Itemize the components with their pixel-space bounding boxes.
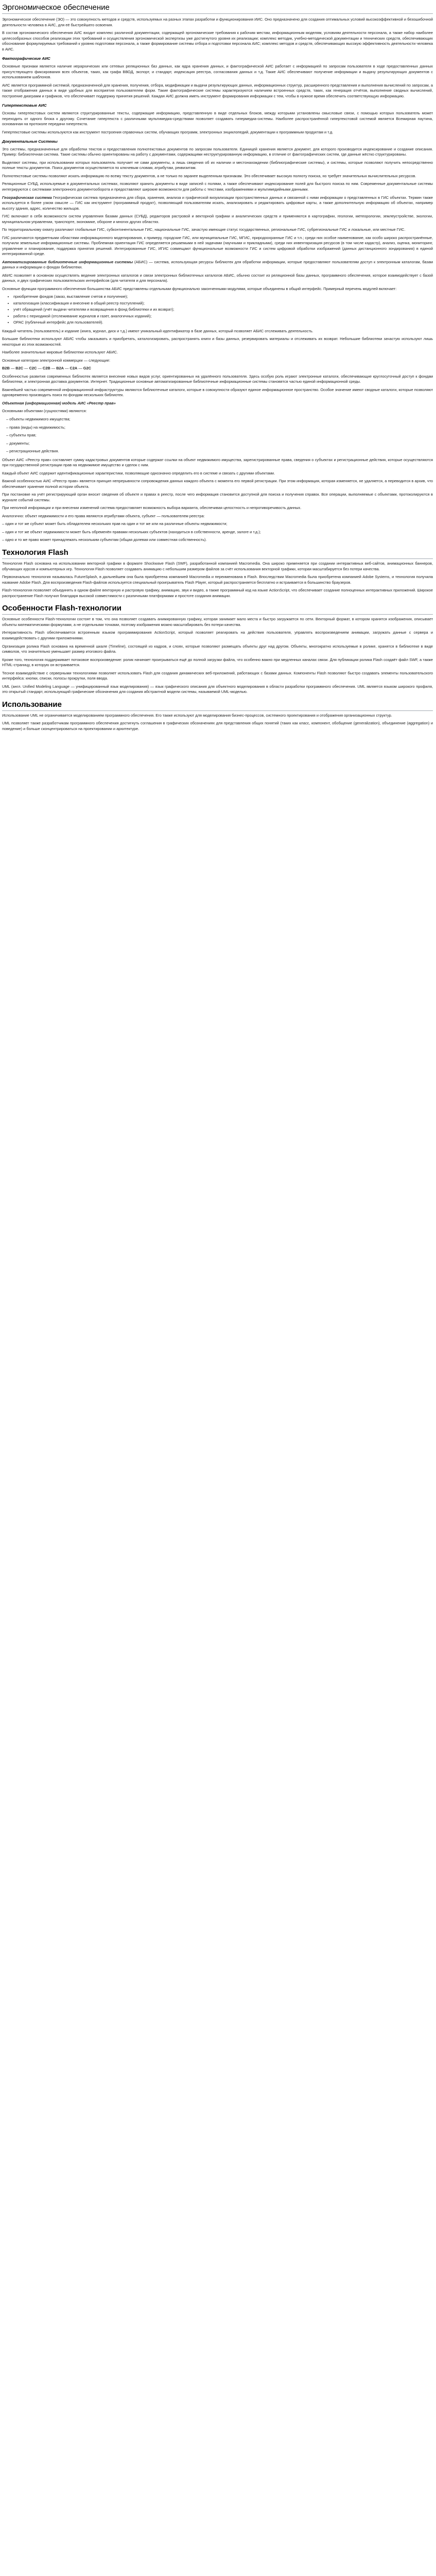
list-item: – документы; (6, 440, 30, 446)
paragraph: Тесное взаимодействие с серверными технологиями позволяет использовать Flash для создания динамических веб-приложений, работающих с базами данных. Компоненты Flash позволяют быстро создавать элементы пользовательского интерфейса: кнопки, списки, полосы прокрутки, поля ввода. (2, 670, 433, 681)
lead-text: Географическая система предназначена для сбора, хранения, анализа и графической визуализации пространственных данных и связанной с ними информации о представленных в ГИС объектах. Термин также используется в более узком смысле — ГИС как инструмент (программный продукт), позволяющий пользователям искать, анализировать и редактировать цифровые карты, а также дополнительную информацию об объектах, например высоту здания, адрес, количество жильцов. (2, 195, 433, 211)
paragraph: Реляционные СУБД, используемые в документальных системах, позволяют хранить документы в виде записей с полями, а также обеспечивают индексирование полей для быстрого поиска по ним. Современные документальные системы интегрируются с системами электронного документооборота и предоставляют широкие возможности для работы с текстами, изображениями и мультимедийными данными. (2, 181, 433, 192)
intro-section (2, 17, 433, 52)
paragraph: Основные категории электронной коммерции — следующие: (2, 358, 111, 363)
paragraph: Основные признаки является наличие иерархических или сетевых реляционных баз данных, как ядра хранения данных, и фактографической АИС работает с информацией по запросам пользователя в ходе предоставленных данных присутствующего фиксирования всех объектов, таких, как графа ВВОД, экспорт, и стандарт, индексация реестра, согласования данных и т.д. Такие АИС обеспечивают получение информации и выдачу результирующих документов с использованием шаблонов. (2, 64, 433, 80)
paragraph: Интерактивность Flash обеспечивается встроенным языком программирования ActionScript, который позволяет реагировать на действия пользователя, управлять воспроизведением анимации, загружать данные с сервера и взаимодействовать с другими приложениями. (2, 630, 433, 640)
paragraph: Каждый читатель (пользователь) и издание (книга, журнал, диск и т.д.) имеют уникальный идентификатор в базе данных, который позволяет АБИС отслеживать деятельность. (2, 328, 313, 333)
paragraph: АИС является программной системой, предназначенной для хранения, получения, отбора, модификации и выдачи результирующих данных, информационных структур, расширенного представления и выполнения вычислений по запросам, а также отображения данных в виде удобных для восприятия пользователем форм. Такие фактографические системы характеризуются наличием встроенных средств, таких, как генерация отчётов, выполнение сводных вычислений, построение диаграмм и графиков, что обеспечивает поддержку принятия решений. Каждая АИС должна иметь инструмент формирования информации с тем, чтобы в нужное время обеспечить соответствующую информацию. (2, 82, 433, 98)
paragraph: Flash-технология позволяет объединять в одном файле векторную и растровую графику, анимацию, звук и видео, а также программный код на языке ActionScript, что обеспечивает создание полноценных интерактивных приложений. Широкое распространение Flash получил благодаря высокой совместимости с различными платформами и простоте создания анимации. (2, 588, 433, 598)
list-item: • учёт обращений (учёт выдачи читателям и возвращения в фонд библиотеки и их возврат); (13, 307, 433, 313)
paragraph (2, 260, 433, 270)
list-item: – права (виды) на недвижимость; (6, 425, 65, 430)
lead-term: Автоматизированные библиотечные информационные системы (2, 259, 133, 264)
paragraph: Организация ролика Flash основана на временной шкале (Timeline), состоящей из кадров, и слоях, которые позволяют размещать объекты друг над другом. Объекты, многократно используемые в ролике, хранятся в библиотеке в виде символов, что значительно уменьшает размер итогового файла. (2, 643, 433, 654)
section-rights-registry (2, 401, 433, 543)
paragraph: UML (англ. Unified Modeling Language — унифицированный язык моделирования) — язык графического описания для объектного моделирования в области разработки программного обеспечения. UML является языком широкого профиля, это открытый стандарт, использующий графические обозначения для создания абстрактной модели системы, называемой UML-моделью. (2, 684, 433, 694)
list-item: – объекты недвижимого имущества; (6, 417, 71, 421)
paragraph: – один и тот же субъект может быть обладателем нескольких прав на один и тот же или на различные объекты недвижимости; (2, 521, 228, 527)
list-item: • приобретение фондов (заказ, выставление счетов и получение); (13, 294, 433, 300)
paragraph: Кроме того, технология поддерживает потоковое воспроизведение: ролик начинает проигрываться ещё до полной загрузки файла, что особенно важно при медленных каналах связи. Для публикации ролика Flash создаёт файл SWF, а также HTML-страницу, в которую он встраивается. (2, 657, 433, 668)
section-heading: Документальные Системы (2, 139, 58, 144)
paragraph: По территориальному охвату различают глобальные ГИС, субконтинентальные ГИС, национальные ГИС, зачастую имеющие статус государственных, региональные ГИС, субрегиональные ГИС и локальные, или местные ГИС. (2, 227, 406, 232)
paragraph: ГИС различаются предметными областями информационного моделирования, к примеру, городские ГИС, или муниципальные ГИС, МГИС, природоохранные ГИС и т.п.; среди них особое наименование, как особо широко распространённые, получили земельные информационные системы. Проблемная ориентация ГИС определяется решаемыми в ней задачами (научными и прикладными), среди них инвентаризация ресурсов (в том числе кадастр), анализ, оценка, мониторинг, управление и планирование, поддержка принятия решений. Интегрированные ГИС, ИГИС совмещают функциональные возможности ГИС и систем цифровой обработки изображений (данных дистанционного зондирования) в единой интегрированной среде. (2, 235, 433, 257)
section-heading: Фактографические АИС (2, 56, 50, 61)
paragraph: Гипертекстовые системы используются как инструмент построения справочных систем, обучающих программ, электронных энциклопедий, документации к программным продуктам и т.д. (2, 129, 334, 134)
list-item: – субъекты прав; (6, 433, 37, 438)
document (0, 0, 436, 739)
section-geographic (2, 195, 433, 257)
paragraph: Важной особенностью АИС «Реестр прав» является принцип непрерывности сопровождения данных каждого объекта с момента его первой регистрации. При этом информация, которая изменяется, не удаляется, а переводится в архив, что обеспечивает хранение полной истории объекта. (2, 479, 433, 489)
section-documental (2, 139, 433, 192)
lead-term: Объектная (информационная) модель АИС «Реестр прав» (2, 400, 116, 405)
section-flash (2, 561, 433, 599)
paragraph: Основные функции программного обеспечения большинства АБИС представлены отдельными функционально законченными модулями, которые объединены в общий интерфейс. Примерный перечень модулей включает: (2, 286, 397, 291)
paragraph: Каждый объект АИС содержит идентификационные характеристики, позволяющие однозначно определить его в системе и связать с другими объектами. (2, 470, 275, 476)
list-item: – регистрационные действия. (6, 449, 59, 454)
paragraph: Это системы, предназначенные для обработки текстов и предоставления полнотекстовых документов по запросам пользователя. Единицей хранения является документ, для которого производится индексирование и создание описания. Пример: библиотечная система. Такие системы обычно ориентированы на работу с документами, содержащими неструктурированную информацию, в отличие от фактографических систем, где данные жёстко структурированы. (2, 146, 433, 157)
paragraph: Основы гипертекстовых систем являются структурированные тексты, содержащие информацию, представленную в виде отдельных блоков, между которыми установлены смысловые связи, с помощью которых пользователь может переходить от одного блока к другому. Сочетание гипертекста с различными мультимедиа-средствами позволяет создавать гипермедиа-системы. Наиболее распространённой гипертекстовой системой является Всемирная паутина, основанная на протоколе передачи гипертекста. (2, 111, 433, 127)
list-item: • работа с периодикой (отслеживание журналов и газет, аналогичных изданий); (13, 314, 433, 319)
paragraph: UML позволяет также разработчикам программного обеспечения достигнуть соглашения в графических обозначениях для представления общих понятий (таких как класс, компонент, обобщение (generalization), объединение (aggregation) и поведение) и больше сконцентрироваться на проектировании и архитектуре. (2, 721, 433, 731)
intro-paragraph: Эргономическое обеспечение (ЭО) — это совокупность методов и средств, используемых на разных этапах разработки и функционирования ИИС. Оно предназначено для создания оптимальных условий высокоэффективной и безошибочной деятельности человека в АИС, для её быстрейшего освоения. (2, 17, 433, 27)
paragraph: При постановке на учёт регистрирующий орган вносит сведения об объекте и правах в реестр, после чего информация становится доступной для поиска и получения справок. Все операции, выполняемые с объектами, протоколируются в журнале событий системы. (2, 492, 433, 502)
paragraph: Аналогично: объект недвижимости и его права являются атрибутами объекта, субъект — пользователем реестра: (2, 513, 205, 518)
paragraph: Основные особенности Flash-технологии состоят в том, что она позволяет создавать анимированную графику, которая занимает мало места и быстро загружается по сети. Векторный формат, в котором хранятся изображения, описывает объекты математическими формулами, а не отдельными точками, поэтому изображения можно масштабировать без потери качества. (2, 617, 433, 627)
section-features (2, 617, 433, 694)
section-library-systems (2, 260, 433, 398)
section-heading-usage: Использование (2, 699, 433, 711)
paragraph: Выделяют системы, при использовании которых пользователь получает не сами документы, а лишь сведения об их наличии и местонахождении (библиографические системы), и системы, которые позволяют получить непосредственно полные тексты документов. Поиск документов осуществляется по ключевым словам, атрибутам, реквизитам. (2, 160, 433, 171)
section-heading: Гипертекстовые АИС (2, 103, 47, 108)
modules-list (2, 294, 433, 326)
paragraph: Основными объектами (сущностями) являются: (2, 409, 87, 414)
entities-list (2, 417, 433, 454)
paragraph: Важнейшей частью современной информационной инфраструктуры являются библиотечные каталоги, которые в совокупности образуют единое информационное пространство. Особое значение имеют сводные каталоги, которые позволяют одновременно производить поиск по фондам нескольких библиотек. (2, 387, 433, 398)
lead-text: (АБИС) — система, использующая ресурсы библиотек для обработки информации, которые предоставляют пользователям доступ к электронным каталогам, базам данных и информации о фондах библиотеки. (2, 259, 433, 270)
section-hypertext (2, 103, 433, 135)
list-item: • OPAC (публичный интерфейс для пользователей). (13, 320, 433, 326)
paragraph: – одно и то же право может принадлежать нескольким субъектам (общая долевая или совместная собственность). (2, 537, 207, 543)
paragraph: При неполной информации и при внесении изменений система предоставляет возможность выбора варианта, обеспечивая целостность и непротиворечивость данных. (2, 505, 302, 511)
paragraph (2, 195, 433, 212)
paragraph: ГИС включают в себя возможности систем управления базами данных (СУБД), редакторов растровой и векторной графики и аналитических средств и применяются в картографии, геологии, метеорологии, землеустройстве, экологии, муниципальном управлении, транспорте, экономике, обороне и многих других областях. (2, 214, 433, 224)
page-title: Эргономическое обеспечение (2, 2, 433, 14)
paragraph: Объект АИС «Реестр прав» составляет сумму кадастровых документов которые содержат ссылки на объект недвижимого имущества, зарегистрированные права, сведения о субъектах и регистрационные действия, которые осуществляются при государственной регистрации прав на недвижимое имущество и сделок с ним. (2, 457, 433, 468)
lead-term: Географическая система (2, 195, 52, 200)
section-heading-flash: Технология Flash (2, 547, 433, 559)
paragraph: Большие библиотеки используют АБИС чтобы заказывать и приобретать, каталогизировать, распространять книги и базы данных, резервировать материалы и отслеживать их возврат. Небольшие библиотеки зачастую используют лишь некоторые из этих возможностей. (2, 336, 433, 347)
paragraph: – один и тот же объект недвижимости может быть обременён правами нескольких субъектов (находиться в собственности, аренде, залоге и т.д.); (2, 529, 261, 534)
commerce-text: B2B — B2C — C2C — C2B — B2A — C2A — G2C (2, 366, 91, 371)
commerce-categories (2, 366, 433, 371)
list-item: • каталогизация (классификация и внесение в общий реестр поступлений); (13, 301, 433, 307)
paragraph: Особенностью развития современных библиотек является внесение новых видов услуг, ориентированных на удалённого пользователя. Здесь особую роль играют электронные каталоги, обеспечивающие круглосуточный доступ к фондам библиотеки, и электронная доставка документов. Интернет. Традиционные основные автоматизированные библиотечные информационные системы становятся частью единой информационной среды. (2, 374, 433, 384)
paragraph: Использование UML не ограничивается моделированием программного обеспечения. Его также используют для моделирования бизнес-процессов, системного проектирования и отображения организационных структур. (2, 713, 392, 718)
section-usage (2, 713, 433, 732)
section-heading-features: Особенности Flash-технологии (2, 603, 433, 615)
paragraph (2, 401, 433, 406)
paragraph: АБИС позволяет в основном осуществлять ведение электронных каталогов и связи электронных библиотечных каталогов АБИС, обычно состоит из реляционной базы данных, программного обеспечения, которое взаимодействует с базой данных, и двух графических пользовательских интерфейсов (для читателя и для персонала). (2, 273, 433, 283)
section-factographic (2, 56, 433, 99)
paragraph: Технология Flash основана на использовании векторной графики в формате Shockwave Flash (SWF), разработанной компанией Macromedia. Она широко применяется при создании интерактивных веб-сайтов, анимационных баннеров, обучающих курсов и компьютерных игр. Технология Flash позволяет создавать анимацию с небольшим размером файлов за счёт использования векторной графики, которая масштабируется без потери качества. (2, 561, 433, 571)
paragraph: Наиболее значительные мировые библиотеки используют АБИС. (2, 350, 118, 355)
intro-paragraph: В состав эргономического обеспечения АИС входит комплекс различной документации, содержащей эргономические требования к рабочим местам, информационным моделям, условиям деятельности персонала, а также набор наиболее целесообразных способов реализации этих требований и осуществления эргономической экспертизы уже достигнутого уровня их реализации; комплекс методик, учебно-методической документации и технических средств, обеспечивающих обоснование формулируемых требований к уровню подготовки персонала, а также формирование системы отбора и подготовки персонала АИС; комплекс методов и средств, обеспечивающих высокую эффективность деятельности человека в АИС. (2, 30, 433, 52)
paragraph: Полнотекстовые системы позволяют искать информацию по всему тексту документов, а не только по заранее выделенным признакам. Это обеспечивает высокую полноту поиска, но требует значительных вычислительных ресурсов. (2, 173, 416, 178)
paragraph: Первоначально технология называлась FutureSplash, в дальнейшем она была приобретена компанией Macromedia и переименована в Flash. Впоследствии Macromedia была приобретена компанией Adobe Systems, и технология получила название Adobe Flash. Для воспроизведения Flash-файлов используется специальный проигрыватель Flash Player, который распространяется бесплатно и встраивается в большинство браузеров. (2, 574, 433, 585)
